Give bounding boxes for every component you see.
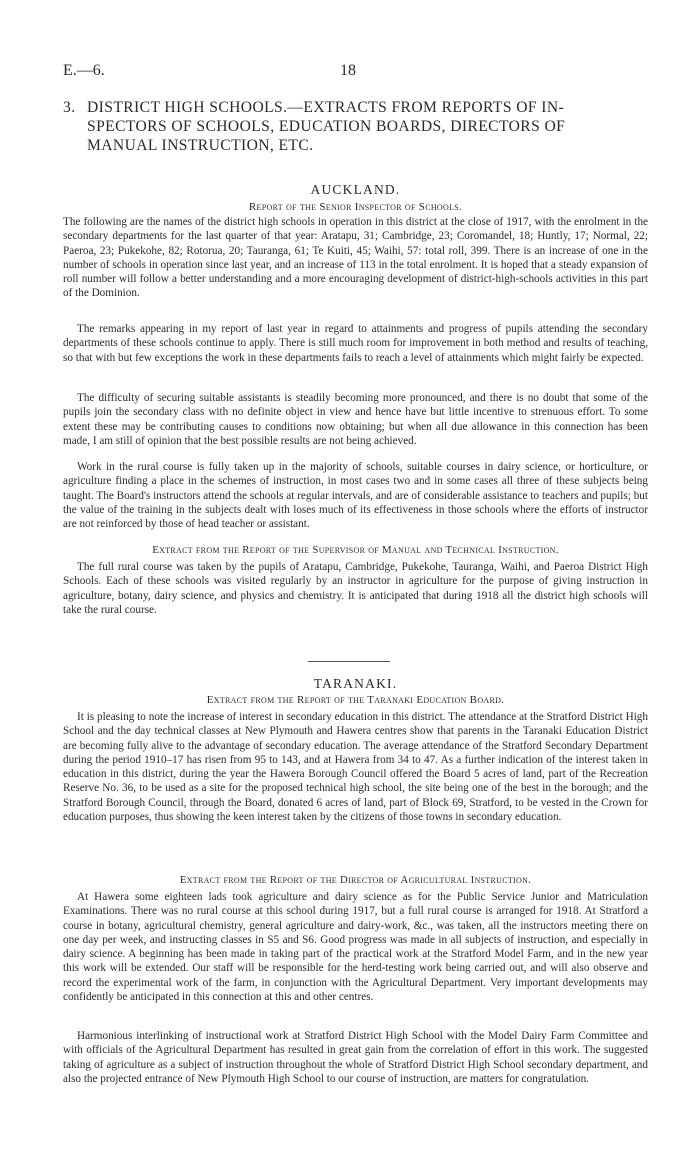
section-heading-line-2: SPECTORS OF SCHOOLS, EDUCATION BOARDS, DIRECTORS OF (87, 118, 566, 135)
auckland-paragraph-1: The following are the names of the district high schools in operation in this district at the close of 1917, with the enrolment in the secondary departments for the last quarter of that year: Aratapu, 31; Cambridge, 23; Coromandel, 18; Huntly, 17; Normal, 22; Paeroa, 23; Pukekohe, 82; Rotorua, 20; Tauranga, 61; Te Kuiti, 45; Waihi, 57: total roll, 399. There is an increase of one in the number of schools in operation since last year, and an increase of 113 in the total enrolment. It is hoped that a steady expansion of roll number will follow a better understanding and a more encouraging development of district-high-schools activities in this part of the Dominion. (63, 216, 648, 300)
section-heading-line-1: DISTRICT HIGH SCHOOLS.—EXTRACTS FROM REPORTS OF IN- (87, 99, 565, 116)
auckland-paragraph-3: The difficulty of securing suitable assistants is steadily becoming more pronounced, and there is no doubt that some of the pupils join the secondary class with no definite object in view and hence have but little incentive to strenuous effort. To some extent these may be contributing causes to conditions now obtaining; but when all due allowance in this connection has been made, I am still of opinion that the best possible results are not being achieved. (63, 392, 648, 447)
section-divider (308, 661, 390, 662)
auckland-paragraph-5: The full rural course was taken by the pupils of Aratapu, Cambridge, Pukekohe, Tauranga, Waihi, and Paeroa District High Schools. Each of these schools was visited regularly by an instructor in agriculture for the purpose of giving instruction in agriculture, botany, dairy science, and physics and chemistry. It is anticipated that during 1918 all the district high schools will take the rural course. (63, 561, 648, 616)
section-number: 3. (63, 99, 76, 116)
taranaki-paragraph-3: Harmonious interlinking of instructional work at Stratford District High School with the Model Dairy Farm Committee and with officials of the Agricultural Department has resulted in great gain from the correlation of effort in this work. The suggested taking of agriculture as a subject of instruction throughout the whole of Stratford District High School secondary department, and also the projected entrance of New Plymouth High School to our course of instruction, are matters for congratulation. (63, 1030, 648, 1085)
auckland-subheading: Report of the Senior Inspector of Schools. (248, 201, 463, 213)
taranaki-paragraph-2: At Hawera some eighteen lads took agriculture and dairy science as for the Public Service Junior and Matriculation Examinations. There was no rural course at this school during 1917, but a full rural course is arranged for 1918. At Stratford a course in botany, agricultural chemistry, general agriculture and dairy-work, &c., was taken, all the instructors meeting there on one day per week, and instructing classes in S5 and S6. Good progress was made in all subjects of instruction, and especially in dairy science. A beginning has been made in taking part of the practical work at the Stratford Model Farm, and in the new year this work will be extended. Our staff will be responsible for the herd-testing work being carried out, and will also observe and record the experimental work of the farm, in conjunction with the Agricultural Department. Very important developments may confidently be anticipated in this connection at this and other centres. (63, 891, 648, 1004)
section-heading-line-3: MANUAL INSTRUCTION, ETC. (87, 137, 314, 154)
page-number: 18 (340, 62, 356, 79)
auckland-extract-heading: Extract from the Report of the Supervisor of Manual and Technical Instruction. (152, 544, 559, 556)
auckland-heading: AUCKLAND. (310, 182, 401, 197)
report-code: E.—6. (63, 62, 105, 79)
auckland-paragraph-4: Work in the rural course is fully taken up in the majority of schools, suitable courses in dairy science, or horticulture, or agriculture finding a place in the schemes of instruction, in most cases two and in some cases all three of these subjects being taught. The Board's instructors attend the schools at regular intervals, and are of considerable assistance to teachers and pupils; but the value of the training in the subjects dealt with loses much of its effectiveness in those schools where the efforts of instructor are not reinforced by those of head teacher or assistant. (63, 461, 648, 531)
taranaki-subheading: Extract from the Report of the Taranaki Education Board. (206, 694, 505, 706)
taranaki-extract-heading: Extract from the Report of the Director of Agricultural Instruction. (179, 874, 532, 886)
section-heading (63, 98, 648, 155)
taranaki-paragraph-1: It is pleasing to note the increase of interest in secondary education in this district. The attendance at the Stratford District High School and the day technical classes at New Plymouth and Hawera centres show that parents in the Taranaki Education District are becoming fully alive to the advantage of secondary education. The average attendance of the Stratford Secondary Department during the period 1910–17 has risen from 95 to 143, and at Hawera from 34 to 47. As a further indication of the interest taken in education in this district, during the year the Hawera Borough Council offered the Board 5 acres of land, part of the Recreation Reserve No. 36, to be used as a site for the proposed technical high school, the site being one of the best in the borough; and the Stratford Borough Council, through the Board, donated 6 acres of land, part of Block 69, Stratford, to be vested in the Crown for education purposes, thus showing the keen interest taken by the citizens of those towns in secondary education. (63, 711, 648, 824)
auckland-paragraph-2: The remarks appearing in my report of last year in regard to attainments and progress of pupils attending the secondary departments of these schools continue to apply. There is still much room for improvement in both method and results of teaching, so that with but few exceptions the work in these departments fails to reach a level of attainments which might fairly be expected. (63, 323, 648, 364)
taranaki-heading: TARANAKI. (313, 676, 398, 691)
